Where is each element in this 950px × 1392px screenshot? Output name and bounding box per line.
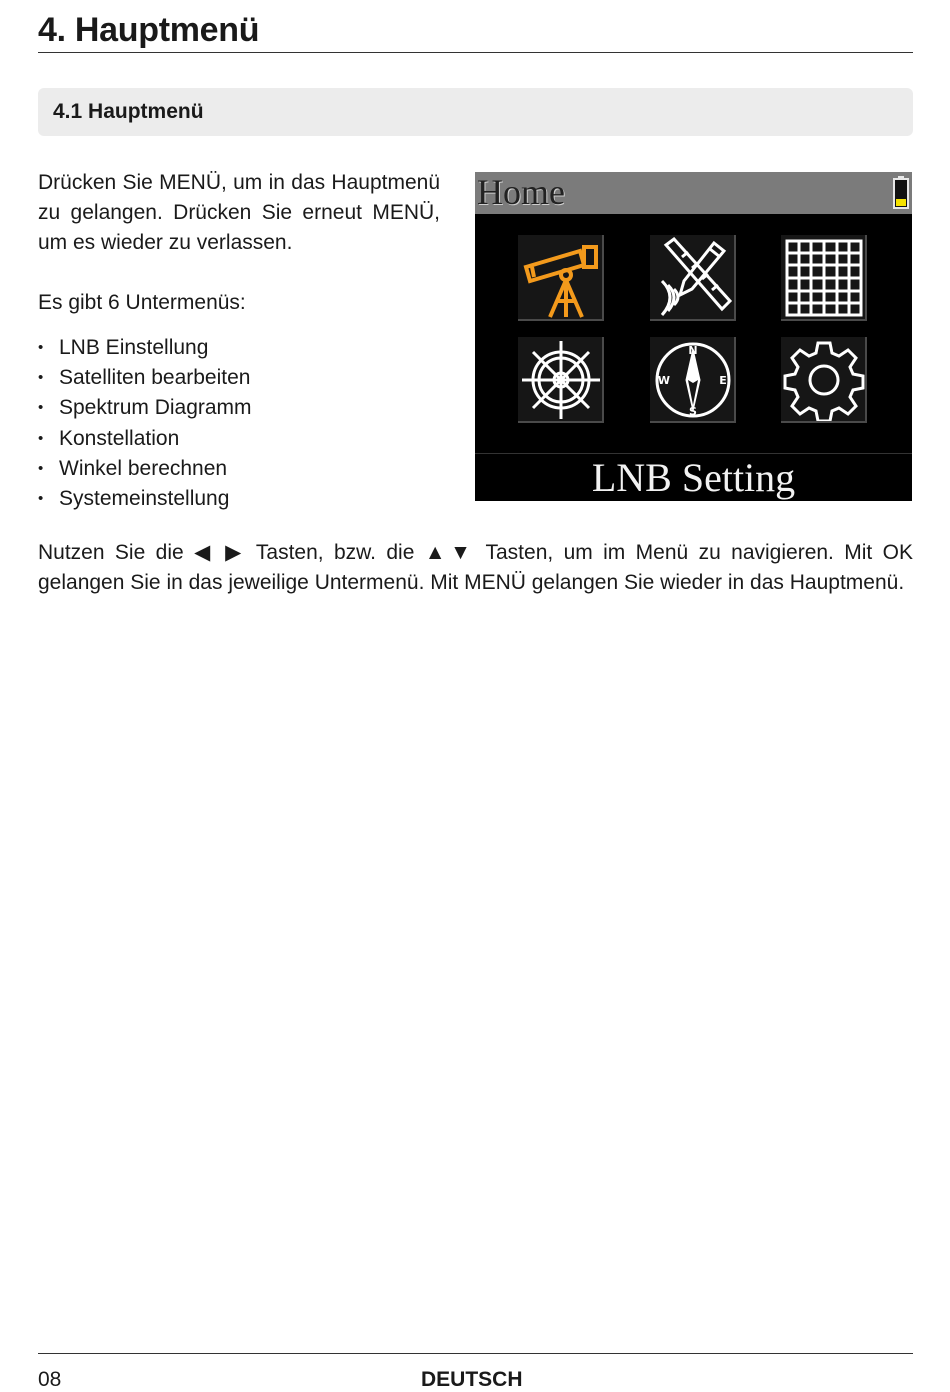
list-item: • Satelliten bearbeiten <box>38 363 252 393</box>
menu-tile-constellation[interactable] <box>518 337 604 423</box>
compass-label-n: N <box>688 344 698 357</box>
navigation-paragraph <box>38 538 913 598</box>
satellite-tools-icon <box>652 237 734 319</box>
menu-tile-system[interactable] <box>781 337 867 423</box>
navigation-text-3: Tasten, um im Menü zu navigieren. Mit OK gelangen Sie in das jeweilige Untermenü. Mit MENÜ gelangen Sie wieder in das Hauptmenü. <box>38 541 913 594</box>
list-item: • Konstellation <box>38 424 252 454</box>
telescope-icon <box>520 237 602 319</box>
grid-icon <box>783 237 865 319</box>
list-item: • LNB Einstellung <box>38 333 252 363</box>
compass-label-w: W <box>657 374 671 387</box>
list-item: • Winkel berechnen <box>38 454 252 484</box>
ship-wheel-icon <box>520 339 602 421</box>
chapter-title: 4. Hauptmenü <box>38 11 260 49</box>
screen-title: Home <box>477 172 565 212</box>
selection-label-bar <box>475 453 912 501</box>
submenu-list <box>38 333 252 514</box>
menu-tile-spectrum[interactable] <box>781 235 867 321</box>
left-arrow-icon: ◀ <box>194 541 215 564</box>
selected-menu-label: LNB Setting <box>591 455 796 500</box>
footer-divider <box>38 1353 913 1354</box>
list-item: • Spektrum Diagramm <box>38 393 252 423</box>
battery-icon <box>893 176 909 209</box>
gear-icon <box>783 339 865 421</box>
intro-paragraph: Drücken Sie MENÜ, um in das Hauptmenü zu gelangen. Drücken Sie erneut MENÜ, um es wieder zu verlassen. <box>38 171 440 254</box>
right-arrow-icon: ▶ <box>225 541 246 564</box>
compass-label-s: S <box>689 405 697 418</box>
screen-header <box>475 172 912 214</box>
chapter-divider <box>38 52 913 53</box>
navigation-text-2: Tasten, bzw. die <box>255 541 415 564</box>
menu-tile-angle[interactable] <box>650 337 736 423</box>
footer-language: DEUTSCH <box>421 1368 523 1391</box>
menu-tile-satellites[interactable] <box>650 235 736 321</box>
compass-icon <box>652 339 734 421</box>
battery-level <box>896 199 906 206</box>
up-arrow-icon: ▲ <box>424 541 451 564</box>
menu-tile-lnb[interactable] <box>518 235 604 321</box>
list-item: • Systemeinstellung <box>38 484 252 514</box>
device-screen <box>475 172 912 500</box>
down-arrow-icon: ▼ <box>450 541 476 564</box>
section-title: 4.1 Hauptmenü <box>53 100 204 123</box>
submenu-intro: Es gibt 6 Untermenüs: <box>38 291 246 314</box>
page-number: 08 <box>38 1368 62 1391</box>
compass-label-e: E <box>719 374 727 387</box>
navigation-text-1: Nutzen Sie die <box>38 541 184 564</box>
section-header <box>38 88 913 136</box>
